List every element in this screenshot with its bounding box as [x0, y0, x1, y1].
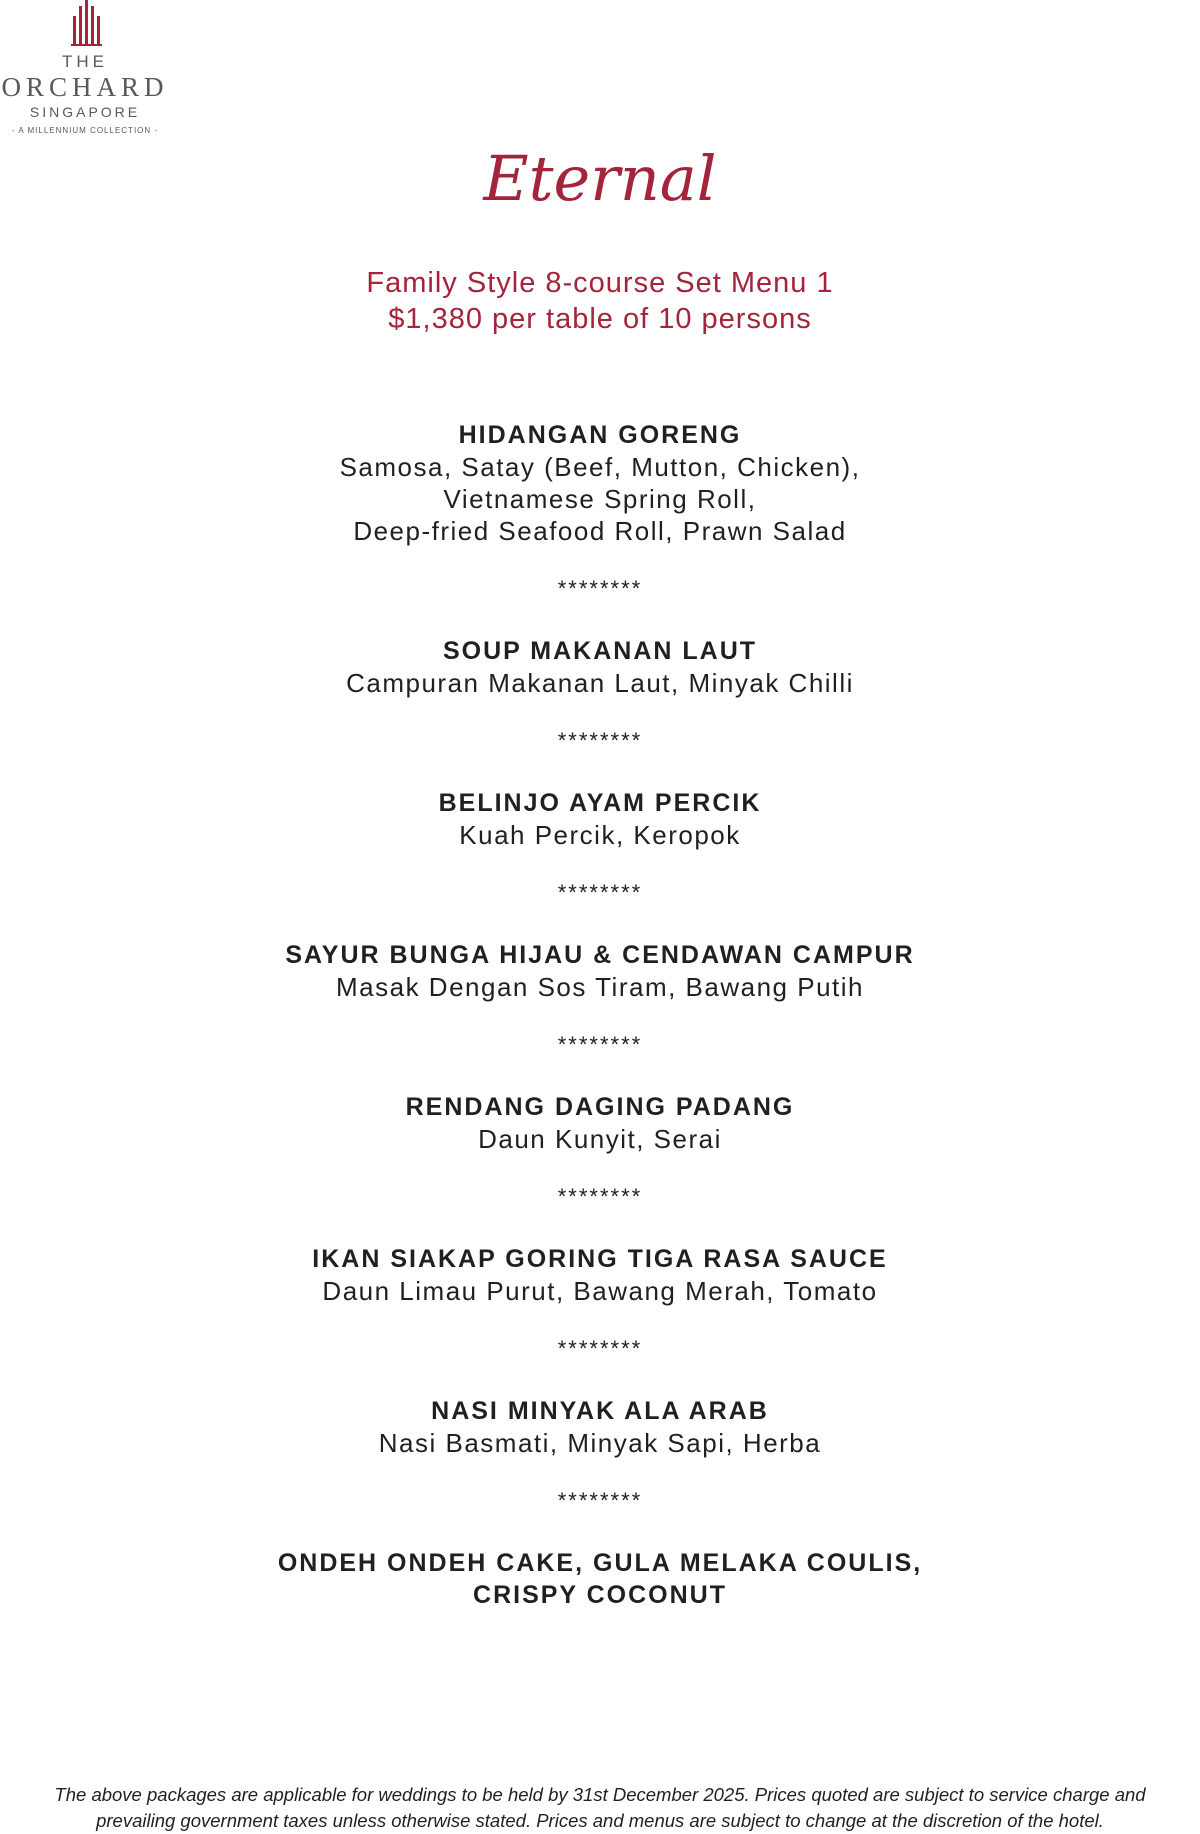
course-description: Daun Kunyit, Serai	[478, 1124, 722, 1154]
course-title: SAYUR BUNGA HIJAU & CENDAWAN CAMPUR	[285, 941, 915, 969]
course-title: NASI MINYAK ALA ARAB	[431, 1397, 769, 1425]
course-item	[0, 1395, 1200, 1459]
course-separator: ********	[557, 1488, 643, 1513]
course-title: BELINJO AYAM PERCIK	[438, 789, 762, 817]
course-item	[0, 1091, 1200, 1155]
course-separator: ********	[557, 880, 643, 905]
course-title: RENDANG DAGING PADANG	[405, 1093, 795, 1121]
menu-subtitle: Family Style 8-course Set Menu 1	[366, 267, 834, 299]
course-separator: ********	[557, 728, 643, 753]
course-item	[0, 635, 1200, 699]
course-item	[0, 1547, 1200, 1611]
logo-bars-icon	[65, 0, 105, 48]
script-title-text: Eternal	[483, 142, 717, 215]
course-separator: ********	[557, 576, 643, 601]
course-description: Kuah Percik, Keropok	[459, 820, 741, 850]
course-description: Samosa, Satay (Beef, Mutton, Chicken),	[339, 452, 861, 482]
course-item	[0, 1243, 1200, 1307]
course-item	[0, 419, 1200, 547]
terms-footer	[0, 1782, 1200, 1834]
course-item	[0, 787, 1200, 851]
menu-price: $1,380 per table of 10 persons	[388, 303, 812, 335]
course-description: Masak Dengan Sos Tiram, Bawang Putih	[335, 972, 865, 1002]
course-item	[0, 939, 1200, 1003]
course-separator: ********	[557, 1184, 643, 1209]
logo-orchard: ORCHARD	[1, 72, 169, 102]
hotel-logo	[0, 0, 170, 140]
course-separator: ********	[557, 1336, 643, 1361]
course-description: Deep-fried Seafood Roll, Prawn Salad	[353, 516, 847, 546]
course-title: ONDEH ONDEH CAKE, GULA MELAKA COULIS,	[277, 1549, 923, 1577]
course-description: Vietnamese Spring Roll,	[443, 484, 757, 514]
course-separator: ********	[557, 1032, 643, 1057]
terms-line-1: The above packages are applicable for weddings to be held by 31st December 2025. Prices quoted are subject to service charge and	[54, 1784, 1146, 1805]
course-description: Daun Limau Purut, Bawang Merah, Tomato	[322, 1276, 878, 1306]
course-description: Nasi Basmati, Minyak Sapi, Herba	[378, 1428, 822, 1458]
terms-line-2: prevailing government taxes unless otherwise stated. Prices and menus are subject to change at the discretion of the hotel.	[96, 1810, 1104, 1831]
course-title: SOUP MAKANAN LAUT	[442, 637, 758, 665]
course-title-cont: CRISPY COCONUT	[473, 1581, 727, 1609]
course-description: Campuran Makanan Laut, Minyak Chilli	[346, 668, 854, 698]
logo-singapore: SINGAPORE	[29, 104, 141, 120]
course-title: HIDANGAN GORENG	[458, 421, 742, 449]
course-list	[0, 419, 1200, 1611]
script-title	[480, 138, 720, 228]
logo-collection: - A MILLENNIUM COLLECTION -	[11, 126, 159, 135]
course-title: IKAN SIAKAP GORING TIGA RASA SAUCE	[312, 1245, 888, 1273]
logo-the: THE	[62, 52, 108, 71]
